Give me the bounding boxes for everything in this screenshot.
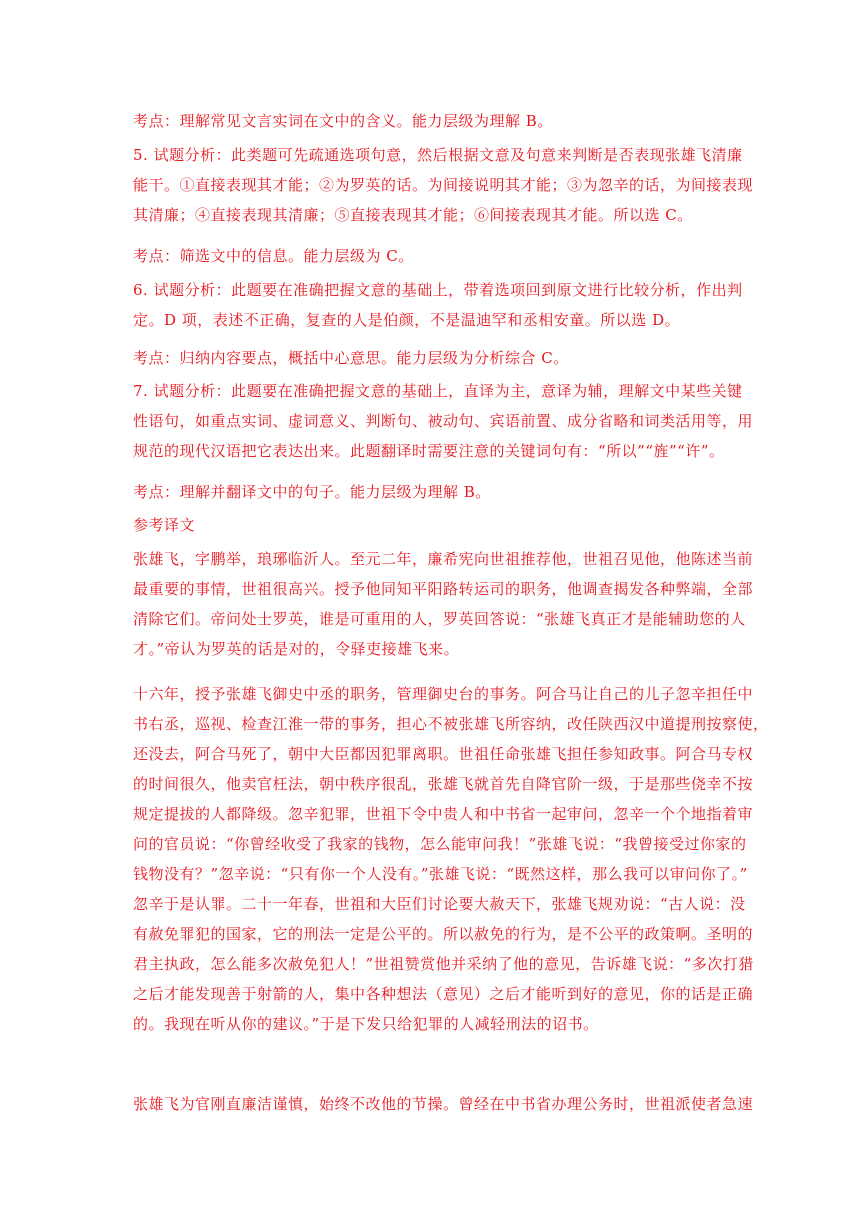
text-line: 钱物没有？”忽辛说：“只有你一个人没有。”张雄飞说：“既然这样，那么我可以审问你了。” — [133, 865, 748, 883]
text-line: 的时间很久，他卖官枉法，朝中秩序很乱，张雄飞就首先自降官阶一级，于是那些侥幸不按 — [133, 775, 754, 793]
text-line: 规范的现代汉语把它表达出来。此题翻译时需要注意的关键词句有：“所以”“旌”“许”。 — [133, 442, 725, 460]
text-line: 考点：归纳内容要点，概括中心意思。能力层级为分析综合 C。 — [133, 349, 569, 367]
exam-point-7 — [133, 477, 733, 507]
text-line: 忽辛于是认罪。二十一年春，世祖和大臣们讨论要大赦天下，张雄飞规劝说：“古人说：没 — [133, 895, 746, 913]
translation-paragraph-3 — [133, 1089, 754, 1119]
text-line: 之后才能发现善于射箭的人，集中各种想法（意见）之后才能听到好的意见，你的话是正确 — [133, 985, 754, 1003]
translation-paragraph-1 — [133, 544, 754, 664]
text-line: 参考译文 — [133, 516, 196, 534]
question-7-analysis — [133, 376, 754, 466]
translation-paragraph-2 — [133, 679, 769, 1039]
text-line: 7. 试题分析：此题要在准确把握文意的基础上，直译为主，意译为辅，理解文中某些关键 — [133, 382, 743, 400]
text-line: 张雄飞为官刚直廉洁谨慎，始终不改他的节操。曾经在中书省办理公务时，世祖派使者急速 — [133, 1095, 754, 1113]
reference-translation-heading — [133, 510, 733, 540]
question-5-analysis — [133, 140, 754, 230]
text-line: 张雄飞，字鹏举，琅琊临沂人。至元二年，廉希宪向世祖推荐他，世祖召见他，他陈述当前 — [133, 550, 754, 568]
text-line: 才。”帝认为罗英的话是对的，令驿吏接雄飞来。 — [133, 640, 460, 658]
text-line: 有赦免罪犯的国家，它的刑法一定是公平的。所以赦免的行为，是不公平的政策啊。圣明的 — [133, 925, 754, 943]
text-line: 其清廉；④直接表现其清廉；⑤直接表现其才能；⑥间接表现其才能。所以选 C。 — [133, 206, 693, 224]
text-line: 君主执政，怎么能多次赦免犯人！”世祖赞赏他并采纳了他的意见，告诉雄飞说：“多次打猎 — [133, 955, 754, 973]
text-line: 性语句，如重点实词、虚词意义、判断句、被动句、宾语前置、成分省略和词类活用等，用 — [133, 412, 754, 430]
text-line: 清除它们。帝问处士罗英，谁是可重用的人，罗英回答说：“张雄飞真正才是能辅助您的人 — [133, 610, 746, 628]
text-line: 能干。①直接表现其才能；②为罗英的话。为间接说明其才能；③为忽辛的话，为间接表现 — [133, 176, 754, 194]
text-line: 的。我现在听从你的建议。”于是下发只给犯罪的人减轻刑法的诏书。 — [133, 1015, 599, 1033]
text-line: 考点：理解常见文言实词在文中的含义。能力层级为理解 B。 — [133, 112, 553, 130]
text-line: 问的官员说：“你曾经收受了我家的钱物，怎么能审问我！”张雄飞说：“我曾接受过你家的 — [133, 835, 747, 853]
text-line: 考点：理解并翻译文中的句子。能力层级为理解 B。 — [133, 483, 491, 501]
text-line: 5. 试题分析：此类题可先疏通选项句意，然后根据文意及句意来判断是否表现张雄飞清廉 — [133, 146, 743, 164]
text-line: 定。D 项，表述不正确，复查的人是伯颜，不是温迪罕和丞相安童。所以选 D。 — [133, 311, 681, 329]
exam-point-6 — [133, 343, 733, 373]
exam-point-5 — [133, 241, 733, 271]
text-line: 还没去，阿合马死了，朝中大臣都因犯罪离职。世祖任命张雄飞担任参知政事。阿合马专权 — [133, 745, 754, 763]
text-line: 6. 试题分析：此题要在准确把握文意的基础上，带着选项回到原文进行比较分析，作出判 — [133, 281, 743, 299]
text-line: 最重要的事情，世祖很高兴。授予他同知平阳路转运司的职务，他调查揭发各种弊端，全部 — [133, 580, 754, 598]
question-6-analysis — [133, 275, 743, 335]
text-line: 十六年，授予张雄飞御史中丞的职务，管理御史台的事务。阿合马让自己的儿子忽辛担任中 — [133, 685, 754, 703]
text-line: 书右丞，巡视、检查江淮一带的事务，担心不被张雄飞所容纳，改任陕西汉中道提刑按察使， — [133, 715, 769, 733]
text-line: 规定提拔的人都降级。忽辛犯罪，世祖下令中贵人和中书省一起审问，忽辛一个个地指着审 — [133, 805, 754, 823]
exam-point-4 — [133, 106, 733, 136]
text-line: 考点：筛选文中的信息。能力层级为 C。 — [133, 247, 414, 265]
